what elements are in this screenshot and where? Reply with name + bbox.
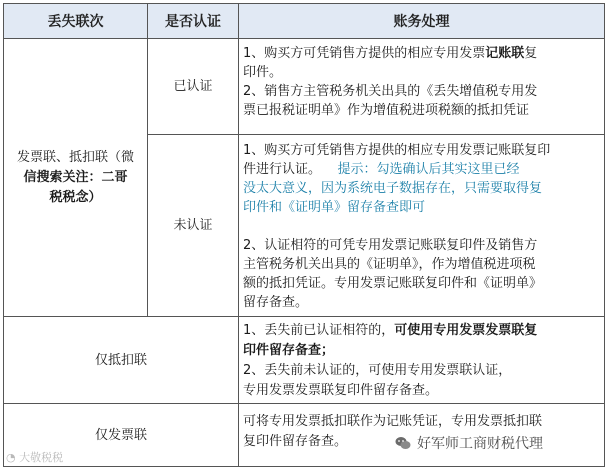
treatment-line: 票已报税证明单》作为增值税进项税额的抵扣凭证 [243, 103, 530, 118]
certified-treatment [238, 38, 605, 135]
wechat-icon [395, 435, 411, 451]
header-lost-copy [3, 3, 148, 39]
tip-text: 提示：勾选确认后其实这里已经 [337, 162, 520, 177]
treatment-line: 印件留存备查； [243, 343, 335, 358]
header-certified-label: 是否认证 [165, 14, 221, 30]
treatment-line: 2、认证相符的可凭专用发票记账联复印件及销售方 [243, 238, 538, 253]
accounting-table [3, 3, 605, 467]
status-certified [147, 38, 239, 135]
lost-copy-deduction-only [3, 316, 239, 404]
deduction-only-treatment [238, 316, 605, 404]
status-uncertified [147, 134, 239, 317]
treatment-line: 2、丢失前未认证的，可使用专用发票联认证， [243, 363, 512, 378]
treatment-bold-text: 可使用专用发票发票联复 [394, 323, 538, 338]
treatment-line: 额的抵扣凭证。专用发票记账联复印件和《证明单》 [243, 276, 543, 291]
treatment-line: 复印件留存备查。 [243, 434, 348, 449]
treatment-line: 主管税务机关出具的《证明单》，作为增值税进项税 [243, 257, 536, 272]
treatment-line: 可将专用发票抵扣联作为记账凭证，专用发票抵扣联 [243, 414, 543, 429]
treatment-line [243, 44, 601, 63]
lost-copy-invoice-deduction [3, 38, 148, 317]
treatment-line: 印件。 [243, 65, 283, 80]
uncertified-treatment [238, 134, 605, 317]
treatment-text: 复 [524, 46, 538, 61]
status-uncertified-label: 未认证 [173, 218, 213, 233]
invoice-only-label: 仅发票联 [94, 427, 147, 443]
treatment-line: 留存备查。 [243, 295, 309, 310]
treatment-bold-text: 记账联 [485, 46, 525, 61]
status-certified-label: 已认证 [173, 79, 213, 94]
watermark-left-icon: ◔ [6, 451, 16, 464]
header-accounting [238, 3, 605, 39]
header-lost-copy-label: 丢失联次 [47, 14, 104, 30]
treatment-line: 专用发票发票联复印件留存备查。 [243, 383, 439, 398]
lost-copy-line: 发票联、抵扣联（微 [16, 149, 134, 165]
treatment-text: 1、购买方可凭销售方提供的相应专用发票 [243, 46, 486, 61]
lost-copy-line: 信搜索关注：二哥 [23, 169, 128, 185]
watermark-left-text: 大敬税税 [19, 451, 64, 464]
treatment-line [243, 160, 601, 179]
tip-line: 没太大意义，因为系统电子数据存在，只需要取得复 [243, 181, 543, 196]
watermark-left [6, 449, 63, 465]
lost-copy-line: 税税念） [49, 189, 102, 205]
treatment-text: 件进行认证。 [243, 162, 322, 177]
treatment-line [243, 321, 601, 341]
deduction-only-label: 仅抵扣联 [94, 352, 147, 368]
treatment-line: 2、销售方主管税务机关出具的《丢失增值税专用发 [243, 84, 538, 99]
watermark-right [395, 433, 543, 453]
treatment-line: 1、购买方可凭销售方提供的相应专用发票记账联复印 [243, 143, 551, 158]
treatment-text: 1、丢失前已认证相符的， [243, 323, 395, 338]
watermark-right-text: 好军师工商财税代理 [417, 436, 543, 452]
header-accounting-label: 账务处理 [393, 14, 450, 30]
tip-line: 印件和《证明单》留存备查即可 [243, 200, 426, 215]
header-certified [147, 3, 239, 39]
